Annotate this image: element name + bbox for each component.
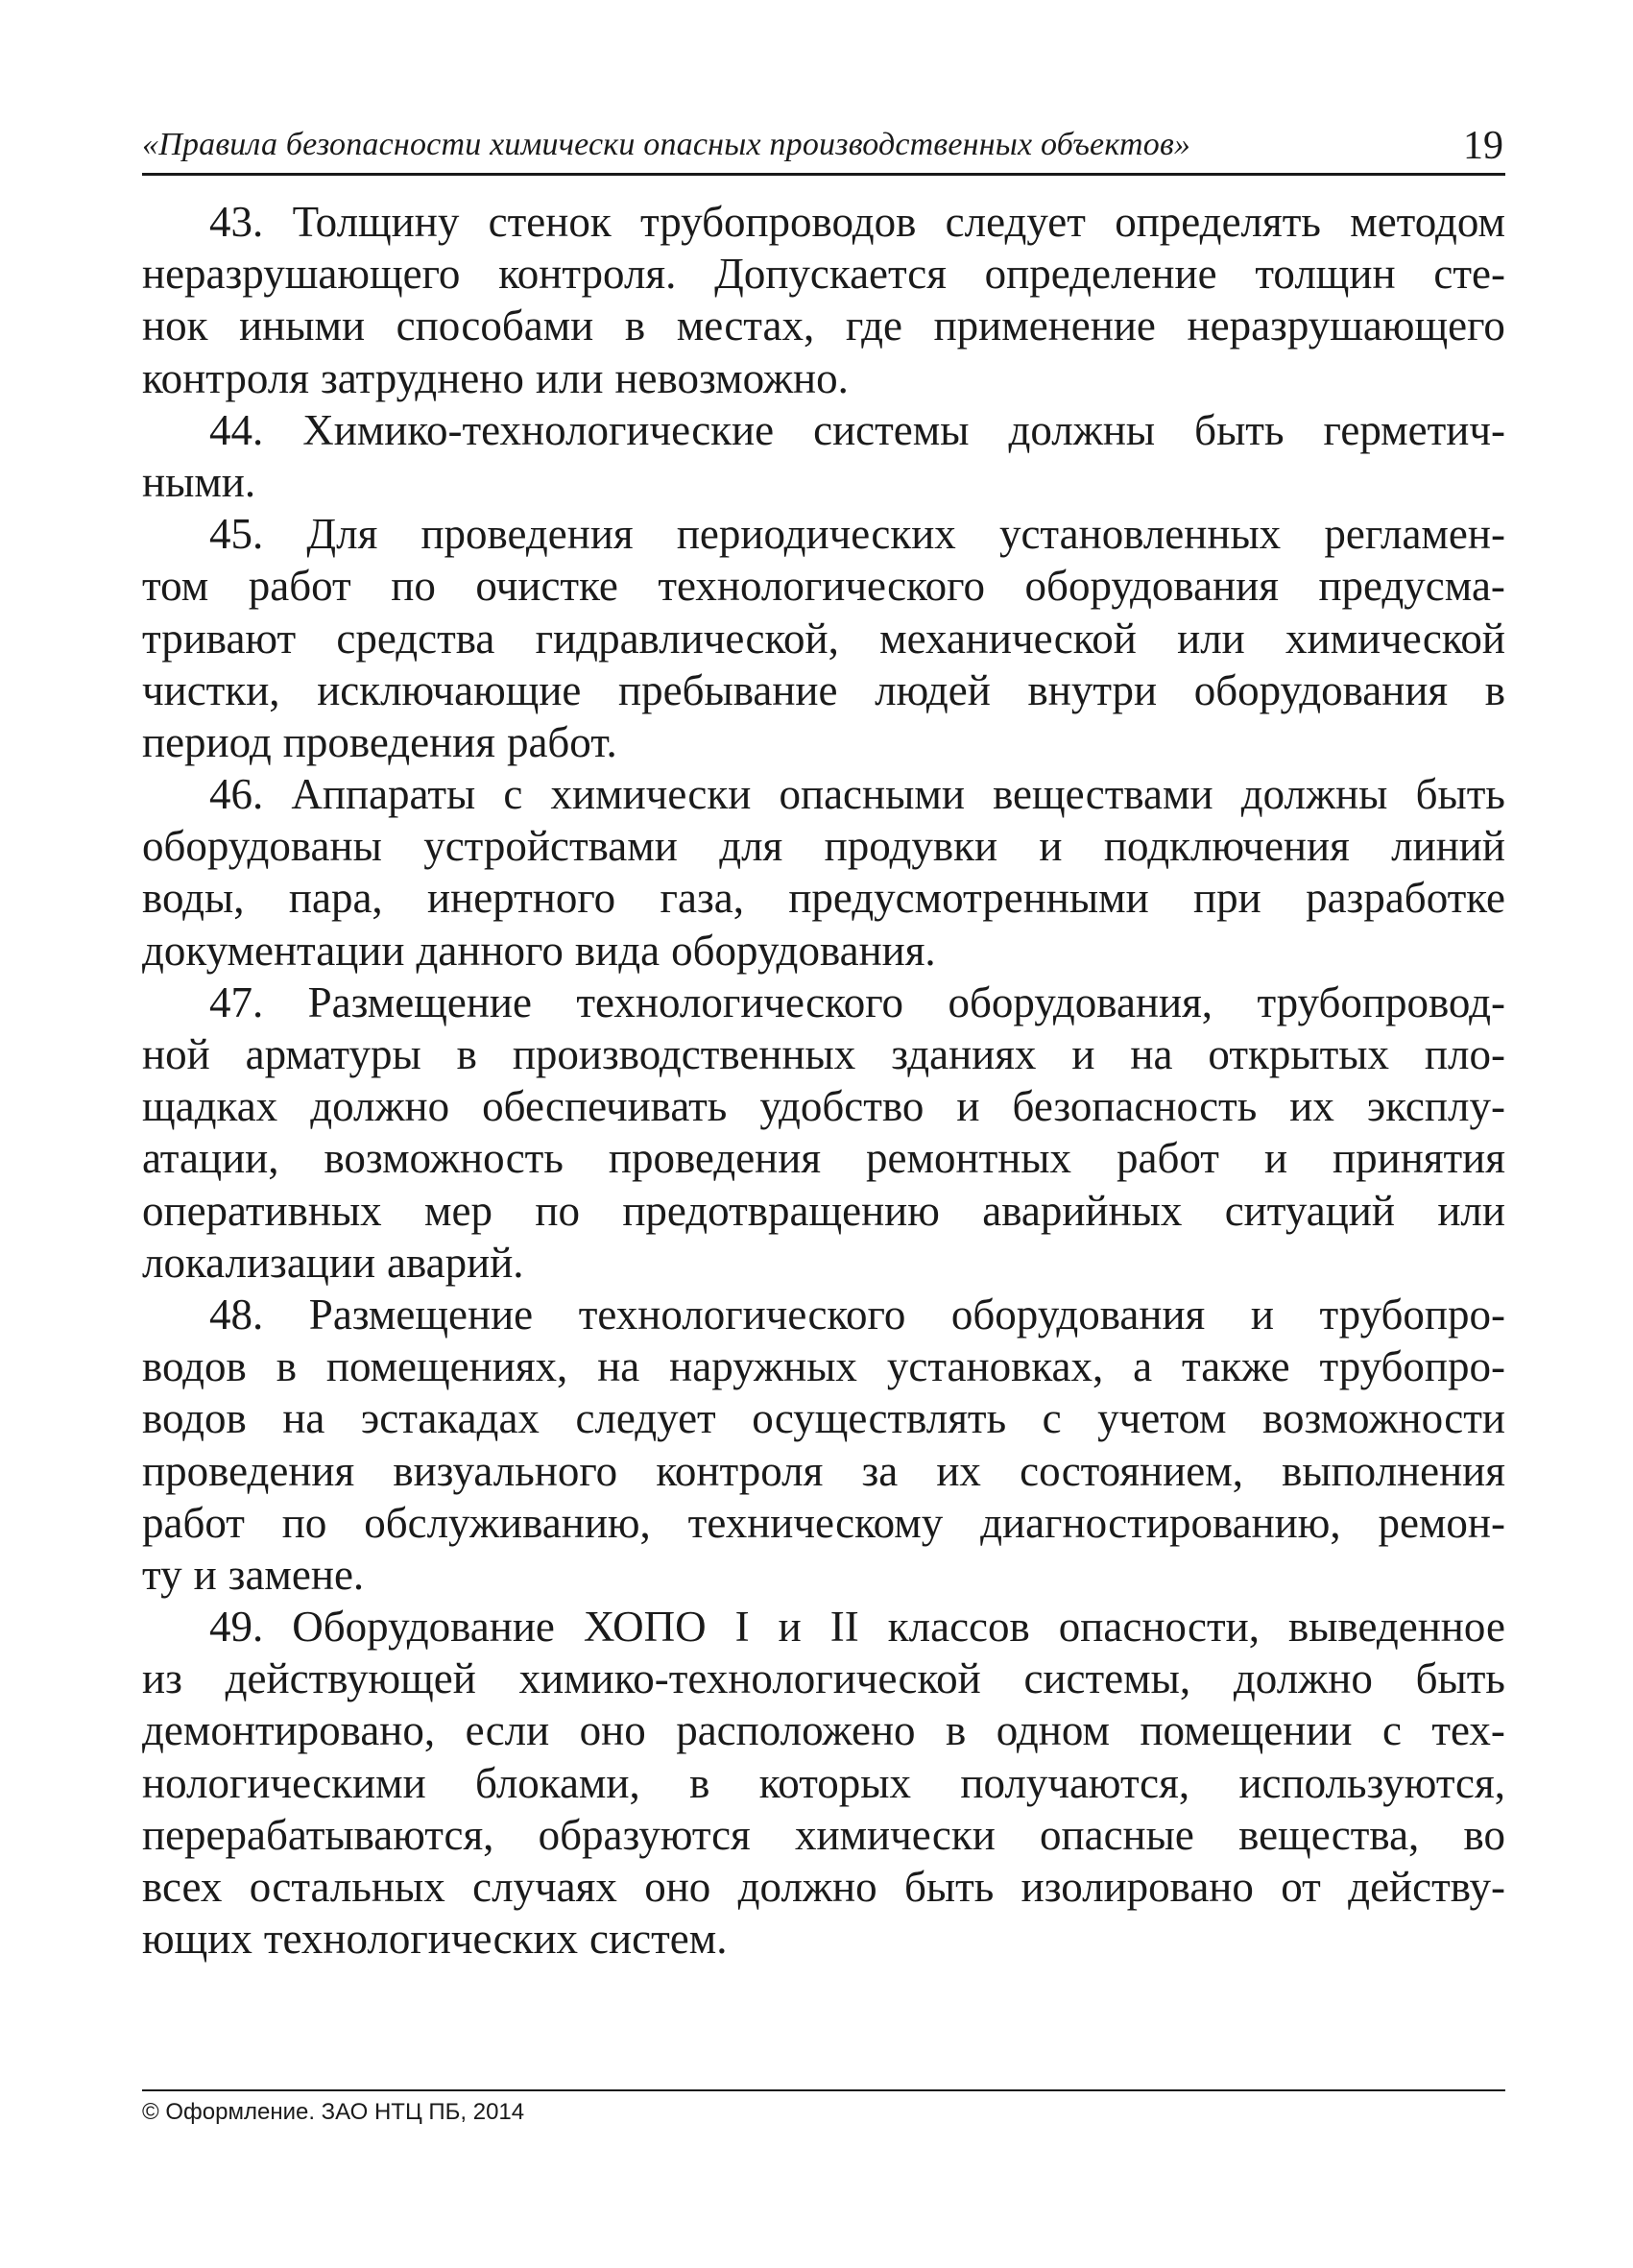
text-line: воды, пара, инертного газа, предусмотренными при разработке: [142, 874, 1505, 923]
text-line: 49. Оборудование ХОПО I и II классов опасности, выведенное: [209, 1603, 1505, 1652]
text-line: период проведения работ.: [142, 717, 617, 766]
text-line: 46. Аппараты с химически опасными веществами должны быть: [209, 770, 1505, 819]
text-line: ными.: [142, 457, 256, 506]
text-line: документации данного вида оборудования.: [142, 926, 936, 975]
paragraph-48: [142, 1289, 1505, 1601]
paragraph-49: [142, 1601, 1505, 1965]
text-line: неразрушающего контроля. Допускается определение толщин сте-: [142, 250, 1505, 299]
paragraph-47: [142, 977, 1505, 1289]
text-line: ту и замене.: [142, 1550, 365, 1599]
text-line: 44. Химико-технологические системы должны быть герметич-: [209, 405, 1505, 454]
text-line: 43. Толщину стенок трубопроводов следует определять методом: [209, 198, 1505, 246]
text-line: тривают средства гидравлической, механической или химической: [142, 614, 1505, 663]
text-line: перерабатываются, образуются химически опасные вещества, во: [142, 1810, 1505, 1859]
text-line: атации, возможность проведения ремонтных работ и принятия: [142, 1134, 1505, 1183]
text-line: всех остальных случаях оно должно быть изолировано от действу-: [142, 1863, 1505, 1911]
text-line: работ по обслуживанию, техническому диагностированию, ремон-: [142, 1498, 1505, 1547]
paragraph-43: [142, 196, 1505, 404]
text-line: 47. Размещение технологического оборудования, трубопровод-: [209, 977, 1505, 1026]
text-line: водов на эстакадах следует осуществлять с учетом возможности: [142, 1394, 1505, 1443]
text-line: ющих технологических систем.: [142, 1915, 728, 1964]
text-line: 45. Для проведения периодических установленных регламен-: [209, 510, 1505, 559]
paragraph-45: [142, 508, 1505, 768]
text-line: оперативных мер по предотвращению аварийных ситуаций или: [142, 1186, 1505, 1235]
footer-rule: [142, 2089, 1505, 2091]
text-line: оборудованы устройствами для продувки и подключения линий: [142, 822, 1505, 871]
text-line: том работ по очистке технологического оборудования предусма-: [142, 562, 1505, 611]
text-line: из действующей химико-технологической системы, должно быть: [142, 1654, 1505, 1703]
page-number: 19: [1463, 124, 1503, 168]
running-title: «Правила безопасности химически опасных производственных объектов»: [142, 127, 1191, 162]
text-line: контроля затруднено или невозможно.: [142, 353, 849, 402]
text-line: ной арматуры в производственных зданиях и на открытых пло-: [142, 1030, 1505, 1078]
text-line: нок иными способами в местах, где применение неразрушающего: [142, 302, 1505, 350]
text-line: 48. Размещение технологического оборудования и трубопро-: [209, 1290, 1505, 1339]
text-line: чистки, исключающие пребывание людей внутри оборудования в: [142, 665, 1505, 714]
text-line: водов в помещениях, на наружных установках, а также трубопро-: [142, 1342, 1505, 1391]
text-line: нологическими блоками, в которых получаются, используются,: [142, 1758, 1505, 1807]
text-line: щадках должно обеспечивать удобство и безопасность их эксплу-: [142, 1082, 1505, 1131]
paragraph-44: [142, 404, 1505, 508]
footer-copyright: © Оформление. ЗАО НТЦ ПБ, 2014: [142, 2099, 525, 2125]
paragraph-46: [142, 768, 1505, 977]
text-line: локализации аварий.: [142, 1238, 524, 1287]
text-line: демонтировано, если оно расположено в одном помещении с тех-: [142, 1706, 1505, 1755]
running-header: [142, 113, 1505, 176]
body-text: [142, 196, 1505, 1965]
text-line: проведения визуального контроля за их состоянием, выполнения: [142, 1446, 1505, 1495]
